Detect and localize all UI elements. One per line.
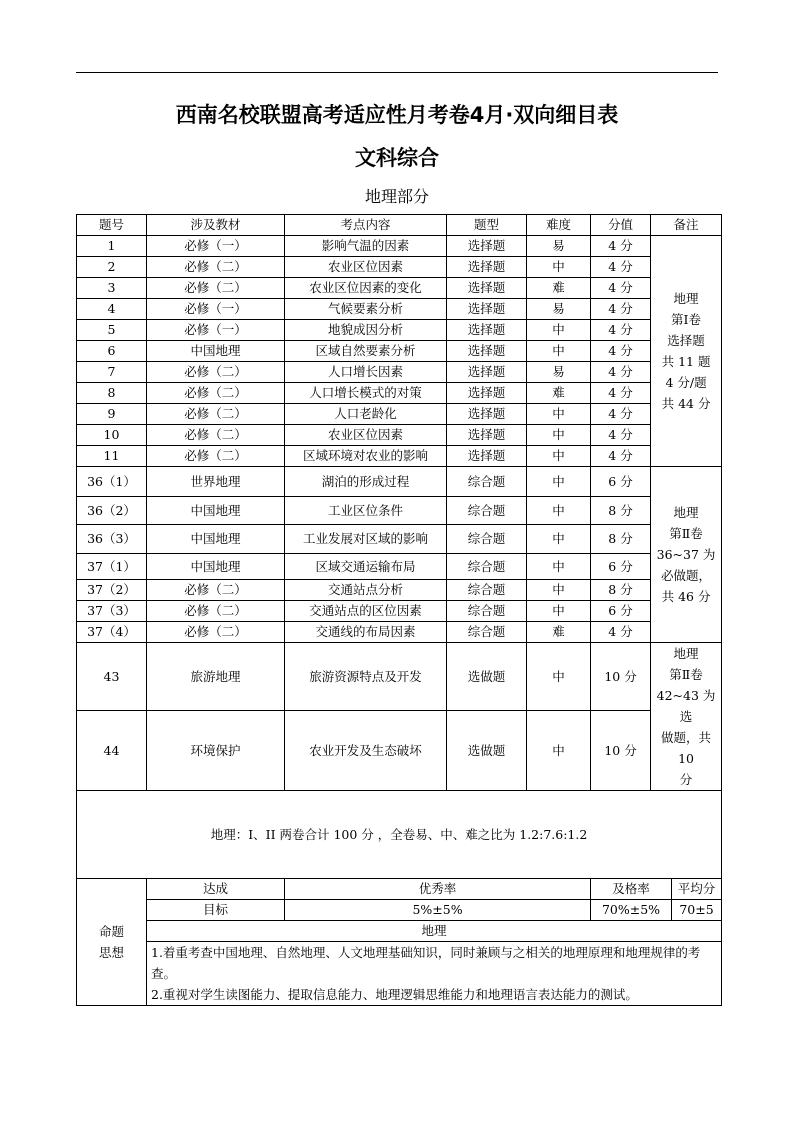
- note-line: 42~43 为选: [656, 688, 716, 724]
- cell-book: 必修（二）: [147, 622, 285, 643]
- cell-type: 选择题: [447, 257, 527, 278]
- cell-type: 选择题: [447, 341, 527, 362]
- cell-diff: 易: [527, 299, 591, 320]
- table-row: [77, 383, 722, 404]
- cell-score: 4 分: [591, 622, 651, 643]
- cell-book: 必修（二）: [147, 601, 285, 622]
- cell-book: 必修（二）: [147, 580, 285, 601]
- intent-point: 2.重视对学生读图能力、提取信息能力、地理逻辑思维能力和地理语言表达能力的测试。: [151, 987, 638, 1002]
- cell-type: 选择题: [447, 425, 527, 446]
- value-pass: 70%±5%: [591, 900, 672, 921]
- note-group2: [651, 467, 722, 643]
- note-line: 4 分/题: [665, 375, 707, 390]
- intent-label-line: 思想: [98, 945, 124, 960]
- cell-book: 必修（二）: [147, 257, 285, 278]
- cell-score: 4 分: [591, 257, 651, 278]
- target-label-bottom: 目标: [147, 900, 285, 921]
- cell-score: 4 分: [591, 425, 651, 446]
- table-header-row: [77, 215, 722, 236]
- cell-num: 37（3）: [77, 601, 147, 622]
- cell-topic: 工业发展对区域的影响: [285, 525, 447, 554]
- table-row: [77, 446, 722, 467]
- cell-score: 4 分: [591, 362, 651, 383]
- cell-score: 4 分: [591, 278, 651, 299]
- cell-num: 2: [77, 257, 147, 278]
- table-row: [77, 497, 722, 525]
- note-line: 地理: [673, 646, 699, 661]
- note-line: 必做题，: [661, 568, 712, 583]
- cell-type: 综合题: [447, 467, 527, 497]
- note-line: 共 11 题: [661, 354, 711, 369]
- cell-type: 综合题: [447, 525, 527, 554]
- cell-topic: 交通线的布局因素: [285, 622, 447, 643]
- cell-type: 综合题: [447, 622, 527, 643]
- cell-diff: 难: [527, 278, 591, 299]
- cell-topic: 农业开发及生态破坏: [285, 711, 447, 791]
- summary-text: 地理：I、II 两卷合计 100 分 ，全卷易、中、难之比为 1.2:7.6:1.2: [77, 791, 722, 879]
- cell-diff: 中: [527, 711, 591, 791]
- cell-book: 必修（二）: [147, 446, 285, 467]
- note-line: 分: [679, 772, 693, 787]
- cell-topic: 影响气温的因素: [285, 236, 447, 257]
- cell-diff: 中: [527, 643, 591, 711]
- cell-score: 4 分: [591, 236, 651, 257]
- note-line: 第Ⅰ卷: [671, 312, 701, 327]
- header-cell: 分值: [591, 215, 651, 236]
- cell-num: 37（4）: [77, 622, 147, 643]
- table-row: [77, 467, 722, 497]
- cell-type: 选择题: [447, 236, 527, 257]
- cell-num: 11: [77, 446, 147, 467]
- note-line: 选择题: [667, 333, 705, 348]
- cell-book: 必修（一）: [147, 236, 285, 257]
- cell-topic: 农业区位因素的变化: [285, 278, 447, 299]
- note-line: 共 46 分: [661, 589, 711, 604]
- cell-book: 中国地理: [147, 341, 285, 362]
- cell-diff: 中: [527, 554, 591, 580]
- cell-type: 选择题: [447, 404, 527, 425]
- table-row: [77, 580, 722, 601]
- intent-points: [147, 942, 722, 1006]
- cell-type: 选择题: [447, 320, 527, 341]
- cell-type: 选择题: [447, 278, 527, 299]
- cell-score: 6 分: [591, 601, 651, 622]
- cell-book: 必修（二）: [147, 383, 285, 404]
- cell-book: 必修（二）: [147, 362, 285, 383]
- cell-type: 选择题: [447, 383, 527, 404]
- intent-row-metrics: [77, 879, 722, 900]
- spec-table: [76, 214, 722, 1006]
- cell-score: 6 分: [591, 554, 651, 580]
- cell-score: 4 分: [591, 383, 651, 404]
- cell-topic: 交通站点分析: [285, 580, 447, 601]
- cell-topic: 人口增长因素: [285, 362, 447, 383]
- cell-type: 综合题: [447, 601, 527, 622]
- cell-score: 4 分: [591, 299, 651, 320]
- cell-diff: 中: [527, 257, 591, 278]
- cell-score: 4 分: [591, 320, 651, 341]
- cell-score: 8 分: [591, 497, 651, 525]
- table-row: [77, 425, 722, 446]
- cell-book: 中国地理: [147, 525, 285, 554]
- metric-pass: 及格率: [591, 879, 672, 900]
- intent-row-subject: [77, 921, 722, 942]
- metric-excellent: 优秀率: [285, 879, 591, 900]
- cell-book: 必修（一）: [147, 299, 285, 320]
- summary-row: [77, 791, 722, 879]
- cell-diff: 中: [527, 497, 591, 525]
- header-cell: 难度: [527, 215, 591, 236]
- cell-topic: 区域环境对农业的影响: [285, 446, 447, 467]
- header-cell: 备注: [651, 215, 722, 236]
- table-row: [77, 362, 722, 383]
- cell-num: 3: [77, 278, 147, 299]
- cell-num: 36（1）: [77, 467, 147, 497]
- cell-diff: 中: [527, 467, 591, 497]
- cell-diff: 难: [527, 383, 591, 404]
- cell-diff: 中: [527, 446, 591, 467]
- cell-book: 环境保护: [147, 711, 285, 791]
- header-cell: 考点内容: [285, 215, 447, 236]
- cell-type: 综合题: [447, 580, 527, 601]
- note-line: 36~37 为: [656, 547, 716, 562]
- cell-book: 必修（一）: [147, 320, 285, 341]
- cell-book: 必修（二）: [147, 425, 285, 446]
- table-row: [77, 320, 722, 341]
- cell-score: 4 分: [591, 446, 651, 467]
- intent-row-points: [77, 942, 722, 1006]
- cell-diff: 中: [527, 525, 591, 554]
- cell-type: 选做题: [447, 643, 527, 711]
- cell-topic: 区域交通运输布局: [285, 554, 447, 580]
- cell-score: 4 分: [591, 341, 651, 362]
- cell-num: 9: [77, 404, 147, 425]
- table-row: [77, 601, 722, 622]
- cell-type: 选择题: [447, 446, 527, 467]
- cell-topic: 交通站点的区位因素: [285, 601, 447, 622]
- header-cell: 涉及教材: [147, 215, 285, 236]
- cell-type: 选择题: [447, 362, 527, 383]
- cell-num: 6: [77, 341, 147, 362]
- cell-topic: 人口老龄化: [285, 404, 447, 425]
- cell-topic: 工业区位条件: [285, 497, 447, 525]
- cell-score: 4 分: [591, 404, 651, 425]
- cell-book: 旅游地理: [147, 643, 285, 711]
- cell-score: 6 分: [591, 467, 651, 497]
- cell-topic: 区域自然要素分析: [285, 341, 447, 362]
- note-line: 地理: [673, 505, 699, 520]
- cell-num: 4: [77, 299, 147, 320]
- page-subtitle: 文科综合: [355, 146, 439, 170]
- cell-topic: 气候要素分析: [285, 299, 447, 320]
- cell-type: 选做题: [447, 711, 527, 791]
- cell-diff: 易: [527, 362, 591, 383]
- cell-topic: 人口增长模式的对策: [285, 383, 447, 404]
- cell-num: 37（2）: [77, 580, 147, 601]
- cell-score: 10 分: [591, 643, 651, 711]
- table-row: [77, 622, 722, 643]
- intent-point: 1.着重考查中国地理、自然地理、人文地理基础知识，同时兼顾与之相关的地理原理和地理规律的考查。: [151, 945, 701, 981]
- cell-book: 必修（二）: [147, 278, 285, 299]
- value-average: 70±5: [672, 900, 722, 921]
- cell-topic: 农业区位因素: [285, 257, 447, 278]
- cell-diff: 中: [527, 425, 591, 446]
- note-group3: [651, 643, 722, 791]
- cell-type: 综合题: [447, 554, 527, 580]
- cell-diff: 易: [527, 236, 591, 257]
- note-line: 第Ⅱ卷: [669, 526, 703, 541]
- intent-row-values: [77, 900, 722, 921]
- cell-topic: 湖泊的形成过程: [285, 467, 447, 497]
- cell-num: 8: [77, 383, 147, 404]
- cell-topic: 地貌成因分析: [285, 320, 447, 341]
- section-title: 地理部分: [364, 187, 429, 206]
- cell-book: 必修（二）: [147, 404, 285, 425]
- cell-score: 8 分: [591, 525, 651, 554]
- cell-num: 10: [77, 425, 147, 446]
- cell-book: 中国地理: [147, 554, 285, 580]
- table-row: [77, 554, 722, 580]
- table-row: [77, 257, 722, 278]
- intent-subject: 地理: [147, 921, 722, 942]
- note-line: 共 44 分: [661, 396, 711, 411]
- target-label-top: 达成: [147, 879, 285, 900]
- table-row: [77, 236, 722, 257]
- cell-num: 43: [77, 643, 147, 711]
- cell-num: 37（1）: [77, 554, 147, 580]
- cell-diff: 中: [527, 601, 591, 622]
- intent-label: [77, 879, 147, 1006]
- value-excellent: 5%±5%: [285, 900, 591, 921]
- cell-score: 8 分: [591, 580, 651, 601]
- intent-label-line: 命题: [98, 924, 124, 939]
- table-row: [77, 525, 722, 554]
- table-row: [77, 278, 722, 299]
- cell-topic: 农业区位因素: [285, 425, 447, 446]
- header-rule: [76, 72, 718, 73]
- page-title: 西南名校联盟高考适应性月考卷4月·双向细目表: [175, 103, 619, 127]
- table-row: [77, 711, 722, 791]
- table-row: [77, 341, 722, 362]
- note-line: 地理: [673, 291, 699, 306]
- table-row: [77, 299, 722, 320]
- cell-diff: 中: [527, 404, 591, 425]
- cell-topic: 旅游资源特点及开发: [285, 643, 447, 711]
- note-group1: [651, 236, 722, 467]
- note-line: 第Ⅱ卷: [669, 667, 703, 682]
- cell-num: 36（3）: [77, 525, 147, 554]
- header-cell: 题型: [447, 215, 527, 236]
- table-row: [77, 643, 722, 711]
- cell-diff: 中: [527, 341, 591, 362]
- cell-diff: 中: [527, 320, 591, 341]
- cell-diff: 中: [527, 580, 591, 601]
- cell-book: 中国地理: [147, 497, 285, 525]
- cell-num: 36（2）: [77, 497, 147, 525]
- table-row: [77, 404, 722, 425]
- metric-average: 平均分: [672, 879, 722, 900]
- cell-book: 世界地理: [147, 467, 285, 497]
- cell-score: 10 分: [591, 711, 651, 791]
- cell-num: 1: [77, 236, 147, 257]
- cell-num: 5: [77, 320, 147, 341]
- cell-num: 44: [77, 711, 147, 791]
- cell-diff: 难: [527, 622, 591, 643]
- cell-type: 选择题: [447, 299, 527, 320]
- cell-type: 综合题: [447, 497, 527, 525]
- header-cell: 题号: [77, 215, 147, 236]
- cell-num: 7: [77, 362, 147, 383]
- note-line: 做题，共 10: [661, 730, 712, 766]
